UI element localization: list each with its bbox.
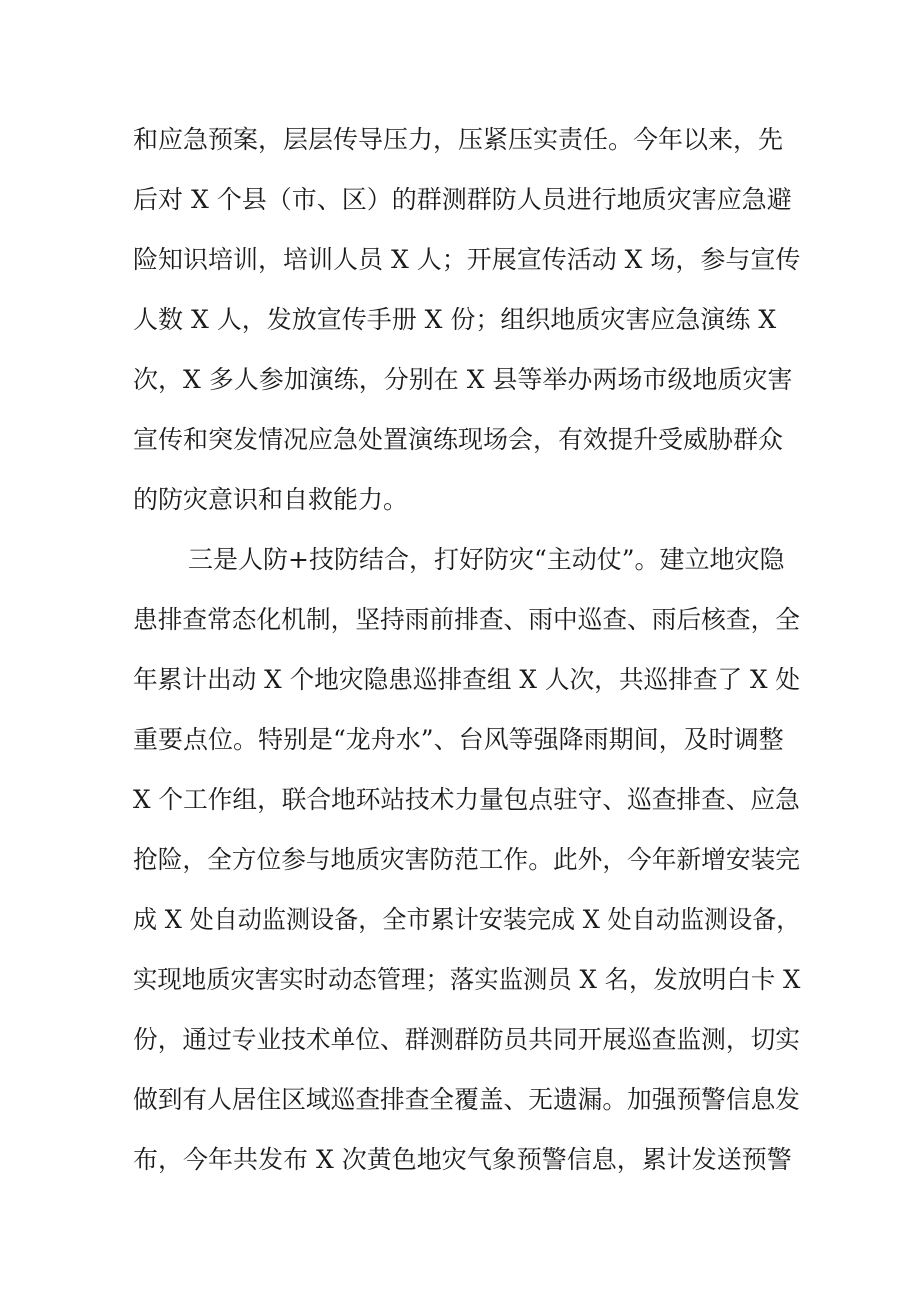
text-line: 险知识培训，培训人员 X 人；开展宣传活动 X 场，参与宣传 xyxy=(133,245,801,274)
text-line: 人数 X 人，发放宣传手册 X 份；组织地质灾害应急演练 X xyxy=(133,305,777,334)
text-line: 成 X 处自动监测设备，全市累计安装完成 X 处自动监测设备， xyxy=(133,905,801,934)
paragraph-first-line: 三是人防+技防结合，打好防灾“主动仗”。建立地灾隐 xyxy=(188,545,785,574)
text-line: 份，通过专业技术单位、群测群防员共同开展巡查监测，切实 xyxy=(133,1025,800,1054)
text-line: 实现地质灾害实时动态管理；落实监测员 X 名，发放明白卡 X xyxy=(133,965,801,994)
text-line: 和应急预案，层层传导压力，压紧压实责任。今年以来，先 xyxy=(133,125,784,154)
text-line: 抢险，全方位参与地质灾害防范工作。此外，今年新增安装完 xyxy=(133,845,800,874)
text-line: X 个工作组，联合地环站技术力量包点驻守、巡查排查、应急 xyxy=(133,785,800,814)
text-line: 的防灾意识和自救能力。 xyxy=(133,485,409,514)
text-line: 年累计出动 X 个地灾隐患巡排查组 X 人次，共巡排查了 X 处 xyxy=(133,665,801,694)
text-line: 宣传和突发情况应急处置演练现场会，有效提升受威胁群众 xyxy=(133,425,784,454)
text-line: 布，今年共发布 X 次黄色地灾气象预警信息，累计发送预警 xyxy=(133,1145,792,1174)
text-line: 患排查常态化机制，坚持雨前排查、雨中巡查、雨后核查，全 xyxy=(133,605,800,634)
text-line: 重要点位。特别是“龙舟水”、台风等强降雨期间，及时调整 xyxy=(133,725,784,754)
text-line: 做到有人居住区域巡查排查全覆盖、无遗漏。加强预警信息发 xyxy=(133,1085,800,1114)
text-line: 后对 X 个县（市、区）的群测群防人员进行地质灾害应急避 xyxy=(133,185,792,214)
text-line: 次，X 多人参加演练，分别在 X 县等举办两场市级地质灾害 xyxy=(133,365,793,394)
